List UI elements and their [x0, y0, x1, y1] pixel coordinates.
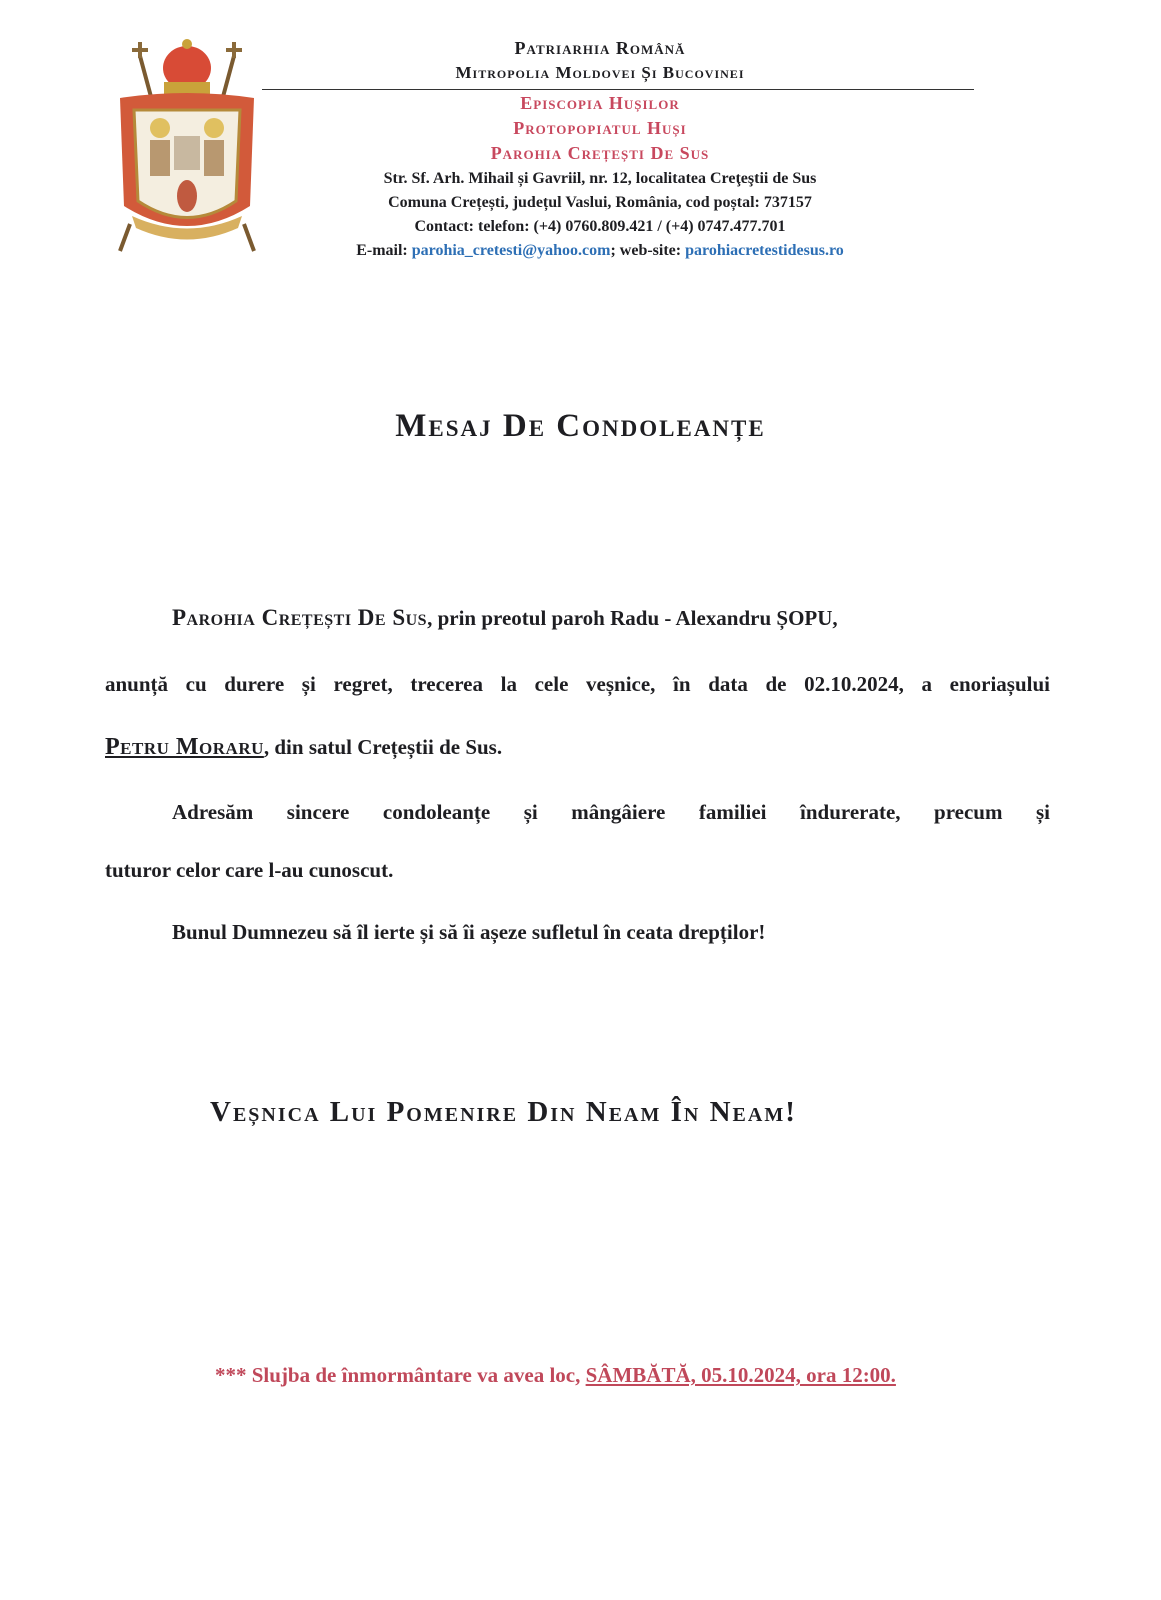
p1-rest: , prin preotul paroh Radu - Alexandru ȘOPU, — [427, 606, 838, 630]
p1-line3-rest: , din satul Crețeștii de Sus. — [263, 735, 503, 759]
contact-phones: Contact: telefon: (+4) 0760.809.421 / (+4) 0747.477.701 — [414, 218, 786, 235]
address-line-1: Str. Sf. Arh. Mihail și Gavriil, nr. 12, localitatea Creţeştii de Sus — [383, 170, 817, 187]
email-link[interactable]: parohia_cretesti@yahoo.com — [411, 242, 611, 259]
contact-online — [270, 242, 930, 260]
metropolis-name: Mitropolia Moldovei Și Bucovinei — [455, 63, 745, 82]
funeral-notice — [215, 1363, 896, 1388]
church-coat-of-arms-logo — [112, 36, 262, 266]
header-divider — [262, 89, 974, 90]
address-line-2: Comuna Crețești, județul Vaslui, România, cod poștal: 737157 — [388, 194, 812, 211]
patriarchate-name: Patriarhia Română — [514, 38, 686, 58]
paragraph-1-line-2: anunță cu durere și regret, trecerea la cele veșnice, în data de 02.10.2024, a enoriașului — [105, 672, 1050, 696]
paragraph-2-line-1: Adresăm sincere condoleanțe și mângâiere familiei îndurerate, precum și — [172, 800, 1050, 824]
diocese-name: Episcopia Hușilor — [520, 93, 680, 113]
email-label: E-mail: — [356, 242, 412, 259]
deanery-name: Protopopiatul Huși — [513, 118, 687, 138]
closing-blessing: Veșnica Lui Pomenire Din Neam În Neam! — [210, 1096, 797, 1128]
deceased-name: Petru Moraru — [105, 734, 264, 760]
website-label: ; web-site: — [610, 242, 686, 259]
parish-name: Parohia Crețești De Sus — [490, 143, 710, 163]
website-link[interactable]: parohiacretestidesus.ro — [685, 242, 844, 259]
funeral-notice-prefix: *** Slujba de înmormântare va avea loc, — [215, 1363, 586, 1387]
paragraph-1-line-1 — [172, 605, 1050, 631]
document-title: Mesaj De Condoleanțe — [395, 408, 766, 444]
funeral-datetime: SÂMBĂTĂ, 05.10.2024, ora 12:00. — [585, 1363, 896, 1387]
paragraph-3: Bunul Dumnezeu să îl ierte și să îi așeze sufletul în ceata drepților! — [172, 920, 766, 944]
paragraph-1-line-3 — [105, 734, 1050, 761]
parish-name-inline: Parohia Crețești De Sus — [172, 605, 428, 630]
paragraph-2-line-2: tuturor celor care l-au cunoscut. — [105, 858, 394, 882]
